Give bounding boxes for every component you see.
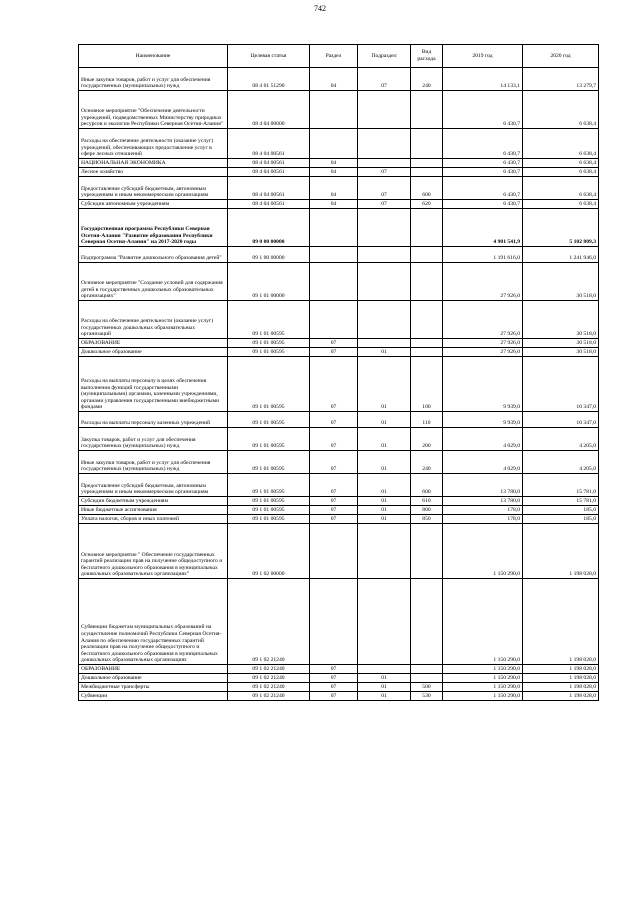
cell-amount-2019: 13 780,0 (443, 497, 523, 506)
page-number: 742 (314, 4, 326, 13)
table-header-row (79, 45, 599, 68)
cell-subsection (358, 524, 411, 579)
table-row (79, 506, 599, 515)
cell-section (310, 209, 358, 247)
table-row (79, 665, 599, 674)
cell-amount-2019: 6 430,7 (443, 168, 523, 177)
cell-target-article: 09 1 01 00595 (228, 515, 310, 524)
cell-amount-2019: 178,0 (443, 506, 523, 515)
cell-amount-2019: 178,0 (443, 515, 523, 524)
cell-amount-2020: 1 198 028,0 (523, 665, 599, 674)
cell-amount-2020: 6 638,4 (523, 91, 599, 129)
table-row (79, 159, 599, 168)
cell-amount-2020: 1 198 028,0 (523, 674, 599, 683)
cell-name: ОБРАЗОВАНИЕ (79, 665, 228, 674)
cell-section: 07 (310, 515, 358, 524)
cell-expense-type (411, 524, 443, 579)
header-expense-type: Вид расхода (411, 45, 443, 68)
cell-amount-2019: 6 430,7 (443, 177, 523, 200)
cell-subsection: 01 (358, 683, 411, 692)
cell-amount-2019: 4 029,0 (443, 451, 523, 474)
cell-section: 07 (310, 665, 358, 674)
cell-amount-2020: 6 638,4 (523, 129, 599, 159)
cell-name: Расходы на выплаты персоналу в целях обеспечения выполнения функций государственными (муниципальными) органами, казенными учреждениями, органами управления государственными внебюджетными фондами (79, 357, 228, 412)
cell-expense-type (411, 209, 443, 247)
cell-amount-2019: 13 780,0 (443, 474, 523, 497)
cell-target-article: 09 1 01 00595 (228, 357, 310, 412)
cell-section: 07 (310, 474, 358, 497)
cell-subsection (358, 159, 411, 168)
cell-section: 07 (310, 451, 358, 474)
cell-amount-2020: 6 638,4 (523, 168, 599, 177)
cell-amount-2019: 27 926,0 (443, 301, 523, 339)
cell-target-article: 09 1 02 21240 (228, 665, 310, 674)
cell-subsection: 01 (358, 357, 411, 412)
cell-name: Предоставление субсидий бюджетным, автономным учреждениям и иным некоммерческим организациям (79, 177, 228, 200)
cell-subsection: 01 (358, 451, 411, 474)
cell-amount-2019: 6 430,7 (443, 159, 523, 168)
cell-target-article: 09 1 00 00000 (228, 247, 310, 263)
table-row (79, 412, 599, 428)
cell-amount-2020: 1 198 028,0 (523, 524, 599, 579)
table-row (79, 497, 599, 506)
table-row (79, 200, 599, 209)
cell-name: Субвенции бюджетам муниципальных образований на осуществление полномочий Республики Северная Осетия-Алания по обеспечению государственных гарантий реализации прав на получение общедоступного и бесплатного дошкольного образования в муниципальных дошкольных образовательных организациях (79, 579, 228, 665)
cell-name: Лесное хозяйство (79, 168, 228, 177)
table-row (79, 168, 599, 177)
table-row (79, 515, 599, 524)
header-year-2019: 2019 год (443, 45, 523, 68)
cell-expense-type: 800 (411, 506, 443, 515)
cell-expense-type (411, 348, 443, 357)
table-body (79, 68, 599, 701)
cell-subsection: 01 (358, 692, 411, 701)
table-row (79, 348, 599, 357)
cell-amount-2020: 15 781,0 (523, 497, 599, 506)
cell-subsection (358, 339, 411, 348)
cell-subsection: 07 (358, 200, 411, 209)
cell-expense-type: 600 (411, 474, 443, 497)
cell-subsection: 07 (358, 177, 411, 200)
table-row (79, 674, 599, 683)
cell-section (310, 301, 358, 339)
cell-subsection (358, 263, 411, 301)
table-row (79, 209, 599, 247)
cell-section (310, 524, 358, 579)
table-row (79, 301, 599, 339)
cell-name: Дошкольное образование (79, 348, 228, 357)
cell-subsection: 01 (358, 348, 411, 357)
cell-target-article: 09 1 02 21240 (228, 674, 310, 683)
cell-expense-type (411, 168, 443, 177)
cell-expense-type (411, 129, 443, 159)
table-row (79, 339, 599, 348)
cell-section: 04 (310, 168, 358, 177)
table-row (79, 91, 599, 129)
cell-target-article: 08 4 01 51290 (228, 68, 310, 91)
table-row (79, 357, 599, 412)
cell-section: 07 (310, 357, 358, 412)
cell-section: 07 (310, 348, 358, 357)
table-row (79, 129, 599, 159)
cell-name: НАЦИОНАЛЬНАЯ ЭКОНОМИКА (79, 159, 228, 168)
cell-amount-2019: 1 191 616,0 (443, 247, 523, 263)
table-row (79, 263, 599, 301)
cell-name: ОБРАЗОВАНИЕ (79, 339, 228, 348)
cell-name: Расходы на обеспечение деятельности (оказание услуг) учреждений, обеспечивающих предоставление услуг в сфере лесных отношений (79, 129, 228, 159)
cell-expense-type: 200 (411, 428, 443, 451)
cell-name: Основное мероприятие " Обеспечение государственных гарантий реализации прав на получение общедоступного и бесплатного дошкольного образования в муниципальных дошкольных образовательных организациях" (79, 524, 228, 579)
cell-amount-2020: 30 518,0 (523, 301, 599, 339)
cell-target-article: 09 1 01 00595 (228, 451, 310, 474)
cell-target-article: 09 1 01 00595 (228, 412, 310, 428)
cell-subsection: 01 (358, 506, 411, 515)
cell-section: 07 (310, 428, 358, 451)
cell-name: Субсидии бюджетным учреждениям (79, 497, 228, 506)
cell-expense-type: 100 (411, 357, 443, 412)
cell-subsection: 01 (358, 674, 411, 683)
cell-section: 04 (310, 159, 358, 168)
cell-amount-2019: 6 430,7 (443, 129, 523, 159)
cell-target-article: 08 4 04 00561 (228, 159, 310, 168)
table-row (79, 524, 599, 579)
cell-amount-2020: 1 198 028,0 (523, 692, 599, 701)
cell-target-article: 09 1 02 00000 (228, 524, 310, 579)
cell-amount-2019: 1 150 290,0 (443, 524, 523, 579)
cell-target-article: 09 1 01 00595 (228, 301, 310, 339)
cell-target-article: 08 4 04 00561 (228, 129, 310, 159)
cell-amount-2020: 5 102 809,3 (523, 209, 599, 247)
cell-expense-type: 600 (411, 177, 443, 200)
cell-name: Иные закупки товаров, работ и услуг для обеспечения государственных (муниципальных) нужд (79, 451, 228, 474)
cell-amount-2020: 185,0 (523, 506, 599, 515)
cell-amount-2019: 1 150 290,0 (443, 665, 523, 674)
cell-amount-2019: 27 926,0 (443, 348, 523, 357)
budget-table (78, 44, 599, 701)
cell-target-article: 08 4 04 00561 (228, 177, 310, 200)
cell-target-article: 09 1 01 00595 (228, 497, 310, 506)
cell-amount-2019: 6 430,7 (443, 200, 523, 209)
cell-name: Основное мероприятие "Обеспечение деятельности учреждений, подведомственных Министерству природных ресурсов и экологии Республики Северная Осетия-Алания" (79, 91, 228, 129)
cell-expense-type (411, 301, 443, 339)
cell-amount-2020: 15 781,0 (523, 474, 599, 497)
header-target-article: Целевая статья (228, 45, 310, 68)
cell-name: Межбюджетные трансферты (79, 683, 228, 692)
cell-section: 07 (310, 506, 358, 515)
cell-amount-2020: 4 205,0 (523, 428, 599, 451)
cell-amount-2019: 9 939,0 (443, 412, 523, 428)
cell-subsection (358, 91, 411, 129)
table-row (79, 579, 599, 665)
cell-target-article: 09 0 00 00000 (228, 209, 310, 247)
cell-expense-type (411, 159, 443, 168)
cell-subsection: 01 (358, 515, 411, 524)
cell-amount-2020: 1 198 028,0 (523, 579, 599, 665)
cell-amount-2019: 6 430,7 (443, 91, 523, 129)
cell-expense-type (411, 579, 443, 665)
cell-section: 07 (310, 339, 358, 348)
cell-target-article: 08 4 04 00000 (228, 91, 310, 129)
cell-target-article: 09 1 02 21240 (228, 683, 310, 692)
cell-expense-type: 610 (411, 497, 443, 506)
cell-section: 07 (310, 674, 358, 683)
cell-section (310, 91, 358, 129)
cell-name: Подпрограмма "Развитие дошкольного образования детей" (79, 247, 228, 263)
cell-amount-2020: 185,0 (523, 515, 599, 524)
cell-amount-2019: 1 150 290,0 (443, 674, 523, 683)
cell-subsection: 01 (358, 497, 411, 506)
cell-amount-2019: 4 029,0 (443, 428, 523, 451)
header-year-2020: 2020 год (523, 45, 599, 68)
cell-amount-2020: 30 518,0 (523, 263, 599, 301)
cell-name: Основное мероприятие "Создание условий для содержания детей в государственных дошкольных образовательных организациях" (79, 263, 228, 301)
cell-expense-type: 500 (411, 683, 443, 692)
cell-amount-2020: 30 518,0 (523, 348, 599, 357)
cell-amount-2020: 10 347,0 (523, 357, 599, 412)
cell-target-article: 09 1 01 00595 (228, 348, 310, 357)
cell-subsection: 01 (358, 412, 411, 428)
table-row (79, 474, 599, 497)
cell-section: 04 (310, 68, 358, 91)
cell-target-article: 08 4 04 00561 (228, 168, 310, 177)
cell-expense-type (411, 247, 443, 263)
cell-subsection (358, 209, 411, 247)
cell-section (310, 263, 358, 301)
cell-subsection: 01 (358, 428, 411, 451)
cell-section (310, 129, 358, 159)
cell-expense-type (411, 665, 443, 674)
cell-name: Иные закупки товаров, работ и услуг для обеспечения государственных (муниципальных) нужд (79, 68, 228, 91)
cell-subsection: 01 (358, 474, 411, 497)
cell-name: Расходы на выплаты персоналу казенных учреждений (79, 412, 228, 428)
cell-name: Предоставление субсидий бюджетным, автономным учреждениям и иным некоммерческим организациям (79, 474, 228, 497)
cell-amount-2019: 4 901 541,9 (443, 209, 523, 247)
table-row (79, 428, 599, 451)
cell-expense-type: 110 (411, 412, 443, 428)
table-row (79, 683, 599, 692)
cell-target-article: 09 1 02 21240 (228, 692, 310, 701)
cell-amount-2020: 4 205,0 (523, 451, 599, 474)
cell-expense-type (411, 674, 443, 683)
cell-amount-2020: 1 241 946,0 (523, 247, 599, 263)
cell-section: 07 (310, 683, 358, 692)
cell-section (310, 247, 358, 263)
table-row (79, 451, 599, 474)
cell-expense-type: 620 (411, 200, 443, 209)
cell-amount-2019: 27 926,0 (443, 339, 523, 348)
cell-section: 04 (310, 200, 358, 209)
cell-subsection (358, 665, 411, 674)
cell-amount-2019: 9 939,0 (443, 357, 523, 412)
cell-amount-2020: 6 638,4 (523, 200, 599, 209)
header-section: Раздел (310, 45, 358, 68)
cell-amount-2020: 6 638,4 (523, 159, 599, 168)
cell-section (310, 579, 358, 665)
table-row (79, 177, 599, 200)
table-row (79, 247, 599, 263)
cell-expense-type: 530 (411, 692, 443, 701)
cell-section: 07 (310, 692, 358, 701)
cell-target-article: 09 1 01 00595 (228, 506, 310, 515)
cell-name: Закупка товаров, работ и услуг для обеспечения государственных (муниципальных) нужд (79, 428, 228, 451)
cell-expense-type (411, 263, 443, 301)
cell-subsection (358, 247, 411, 263)
cell-amount-2020: 1 198 028,0 (523, 683, 599, 692)
cell-target-article: 09 1 01 00595 (228, 339, 310, 348)
cell-amount-2019: 1 150 290,0 (443, 579, 523, 665)
cell-name: Субсидии автономным учреждениям (79, 200, 228, 209)
cell-amount-2020: 30 518,0 (523, 339, 599, 348)
cell-expense-type: 240 (411, 68, 443, 91)
header-name: Наименование (79, 45, 228, 68)
header-subsection: Подраздел (358, 45, 411, 68)
cell-subsection (358, 579, 411, 665)
cell-amount-2019: 1 150 290,0 (443, 683, 523, 692)
cell-amount-2020: 13 279,7 (523, 68, 599, 91)
table-row (79, 68, 599, 91)
cell-expense-type (411, 91, 443, 129)
cell-name: Иные бюджетные ассигнования (79, 506, 228, 515)
table-row (79, 692, 599, 701)
cell-target-article: 09 1 01 00595 (228, 474, 310, 497)
cell-name: Субвенции (79, 692, 228, 701)
cell-amount-2019: 27 926,0 (443, 263, 523, 301)
cell-target-article: 09 1 02 21240 (228, 579, 310, 665)
cell-expense-type: 850 (411, 515, 443, 524)
cell-subsection (358, 301, 411, 339)
cell-name: Дошкольное образование (79, 674, 228, 683)
cell-name: Уплата налогов, сборов и иных платежей (79, 515, 228, 524)
cell-subsection: 07 (358, 168, 411, 177)
cell-amount-2019: 1 150 290,0 (443, 692, 523, 701)
cell-target-article: 09 1 01 00000 (228, 263, 310, 301)
cell-amount-2020: 6 638,4 (523, 177, 599, 200)
cell-expense-type: 240 (411, 451, 443, 474)
cell-name: Расходы на обеспечение деятельности (оказание услуг) государственных дошкольных образовательных организаций (79, 301, 228, 339)
cell-expense-type (411, 339, 443, 348)
cell-subsection (358, 129, 411, 159)
cell-name: Государственная программа Республики Северная Осетия-Алания "Развитие образования Республики Северная Осетия-Алания" на 2017-2020 годы (79, 209, 228, 247)
cell-target-article: 08 4 04 00561 (228, 200, 310, 209)
cell-section: 07 (310, 497, 358, 506)
cell-amount-2019: 14 133,1 (443, 68, 523, 91)
cell-section: 04 (310, 177, 358, 200)
cell-target-article: 09 1 01 00595 (228, 428, 310, 451)
cell-amount-2020: 10 347,0 (523, 412, 599, 428)
cell-section: 07 (310, 412, 358, 428)
cell-subsection: 07 (358, 68, 411, 91)
